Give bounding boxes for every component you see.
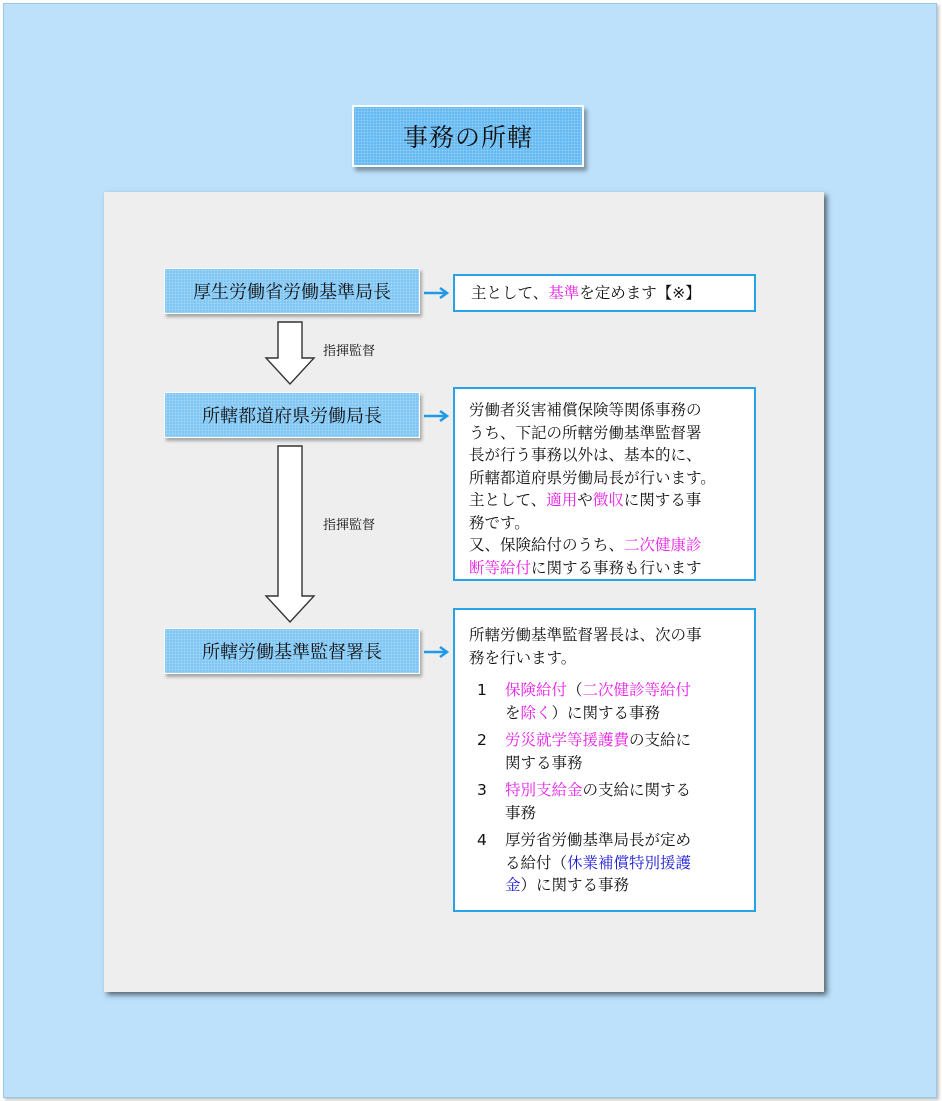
info-text: に関する事務も行います (531, 558, 702, 577)
info-text: （ (567, 681, 583, 699)
info-line (469, 489, 754, 512)
info-line (469, 534, 754, 557)
right-arrow-icon (424, 409, 452, 423)
info-text: 又、保険給付のうち、 (469, 536, 625, 554)
supervision-label: 指揮監督 (323, 344, 376, 359)
authority-label: 厚生労働省労働基準局長 (193, 282, 391, 303)
info-text: 主として、 (471, 284, 549, 302)
right-arrow-icon (424, 286, 452, 300)
info-text: を定めます【※】 (579, 284, 701, 302)
info-text: に関する事 (623, 491, 702, 509)
list-number: 2 (477, 731, 487, 749)
info-text: や (577, 491, 593, 509)
info-line: 労働者災害補償保険等関係事務の (469, 401, 702, 419)
page-title (352, 105, 584, 167)
highlight-term: 適用 (546, 491, 578, 509)
list-item (469, 779, 754, 824)
authority-box-prefectural-labour-bureau-director (164, 392, 420, 438)
right-arrow-icon (424, 645, 452, 659)
down-arrow-icon (266, 446, 318, 624)
info-text: 厚労省労働基準局長が定め (505, 831, 692, 849)
list-item (469, 729, 754, 774)
info-text: ）に関する事務 (520, 876, 630, 894)
info-text: 関する事務 (505, 753, 583, 772)
info-line: 務です。 (469, 513, 530, 532)
list-item (469, 829, 754, 897)
highlight-term: 労災就学等援護費 (505, 731, 630, 749)
authority-label: 所轄都道府県労働局長 (202, 406, 382, 427)
list-item (469, 679, 754, 724)
info-line: 長が行う事務以外は、基本的に、 (469, 446, 702, 464)
highlight-term: 特別支給金 (505, 781, 583, 799)
info-line: 務を行います。 (469, 648, 577, 667)
info-line (469, 557, 754, 580)
list-number: 3 (477, 781, 487, 799)
highlight-term: 金 (505, 876, 521, 894)
list-number: 1 (477, 681, 487, 699)
highlight-term: 断等給付 (469, 558, 532, 577)
info-box-prefectural-duties (453, 387, 756, 581)
info-text: の支給に関する (582, 781, 692, 799)
page-title-text: 事務の所轄 (402, 123, 533, 152)
info-text: ）に関する事務 (551, 703, 661, 722)
info-text: の支給に (629, 731, 692, 749)
highlight-term: 除く (520, 703, 552, 722)
highlight-term: 二次健診等給付 (582, 681, 692, 699)
list-number: 4 (477, 831, 487, 849)
highlight-term: 保険給付 (505, 681, 568, 699)
info-text: る給付（ (505, 853, 568, 872)
info-line: うち、下記の所轄労働基準監督署 (469, 423, 702, 442)
info-text: 主として、 (469, 491, 547, 509)
down-arrow-icon (266, 322, 318, 386)
authority-box-labour-standards-inspection-office-chief (164, 628, 420, 674)
info-box-standards (453, 274, 756, 312)
highlight-term: 休業補償特別援護 (567, 853, 692, 872)
authority-box-labour-standards-bureau-director (164, 268, 420, 314)
info-box-inspection-office-duties (453, 608, 756, 912)
info-line: 所轄労働基準監督署長は、次の事 (469, 626, 702, 644)
info-text: 事務 (505, 803, 537, 822)
highlight-term: 二次健康診 (624, 536, 702, 554)
highlight-term: 基準 (548, 284, 580, 302)
highlight-term: 徴収 (592, 491, 624, 509)
supervision-label: 指揮監督 (323, 518, 376, 533)
info-text: を (505, 703, 521, 722)
authority-label: 所轄労働基準監督署長 (202, 642, 382, 663)
info-line: 所轄都道府県労働局長が行います。 (469, 468, 716, 487)
